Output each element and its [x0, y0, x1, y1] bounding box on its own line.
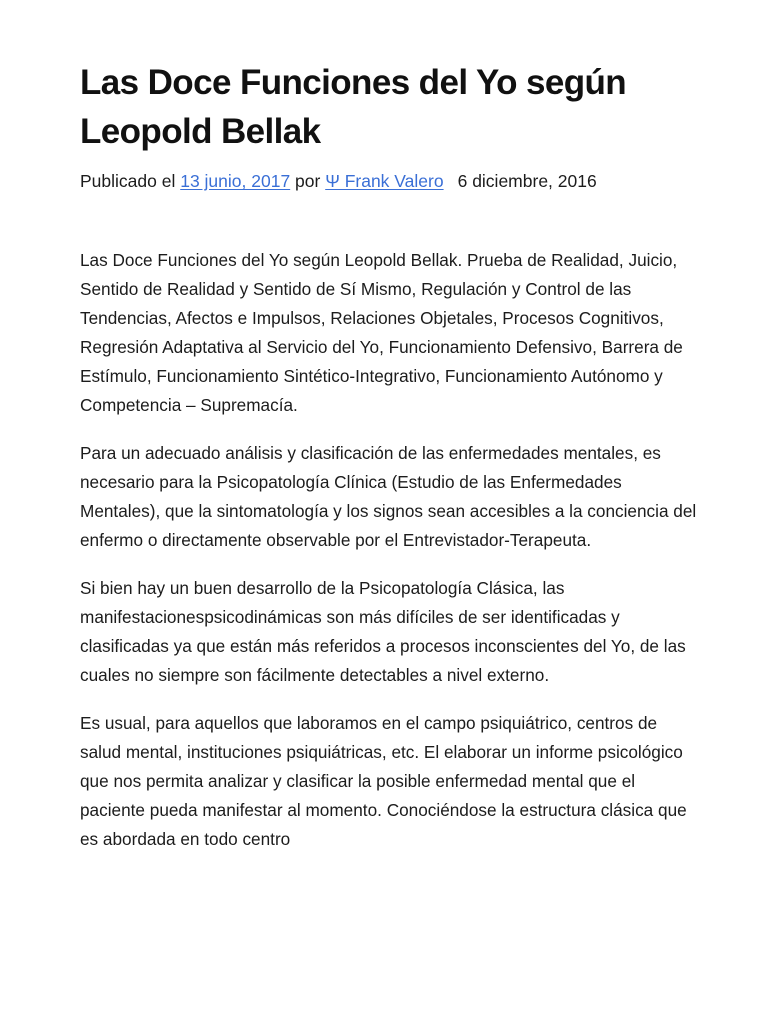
- paragraph-2: Para un adecuado análisis y clasificación de las enfermedades mentales, es necesario para la Psicopatología Clínica (Estudio de las Enfermedades Mentales), que la sintomatología y los signos sean accesibles a la conciencia del enfermo o directamente observable por el Entrevistador-Terapeuta.: [80, 443, 697, 550]
- article-meta: [80, 168, 700, 194]
- paragraph-1: Las Doce Funciones del Yo según Leopold Bellak. Prueba de Realidad, Juicio, Sentido de Realidad y Sentido de Sí Mismo, Regulación y Control de las Tendencias, Afectos e Impulsos, Relaciones Objetales, Procesos Cognitivos, Regresión Adaptativa al Servicio del Yo, Funcionamiento Defensivo, Barrera de Estímulo, Funcionamiento Sintético-Integrativo, Funcionamiento Autónomo y Competencia – Supremacía.: [80, 250, 683, 415]
- updated-date: 6 diciembre, 2016: [457, 171, 597, 191]
- article: [80, 58, 700, 873]
- paragraph-4: Es usual, para aquellos que laboramos en el campo psiquiátrico, centros de salud mental, instituciones psiquiátricas, etc. El elaborar un informe psicológico que nos permita analizar y clasificar la posible enfermedad mental que el paciente pueda manifestar al momento. Conociéndose la estructura clásica que es abordada en todo centro: [80, 713, 687, 849]
- published-prefix: Publicado el: [80, 171, 181, 191]
- author-link[interactable]: Ψ Frank Valero: [325, 171, 444, 191]
- published-date-link[interactable]: 13 junio, 2017: [180, 171, 291, 191]
- paragraph-3: Si bien hay un buen desarrollo de la Psicopatología Clásica, las manifestacionespsicodinámicas son más difíciles de ser identificadas y clasificadas ya que están más referidos a procesos inconscientes del Yo, de las cuales no siempre son fácilmente detectables a nivel externo.: [80, 578, 686, 685]
- article-content: [80, 246, 700, 854]
- article-title: Las Doce Funciones del Yo según Leopold Bellak: [80, 63, 627, 151]
- byline-connector: por: [290, 171, 326, 191]
